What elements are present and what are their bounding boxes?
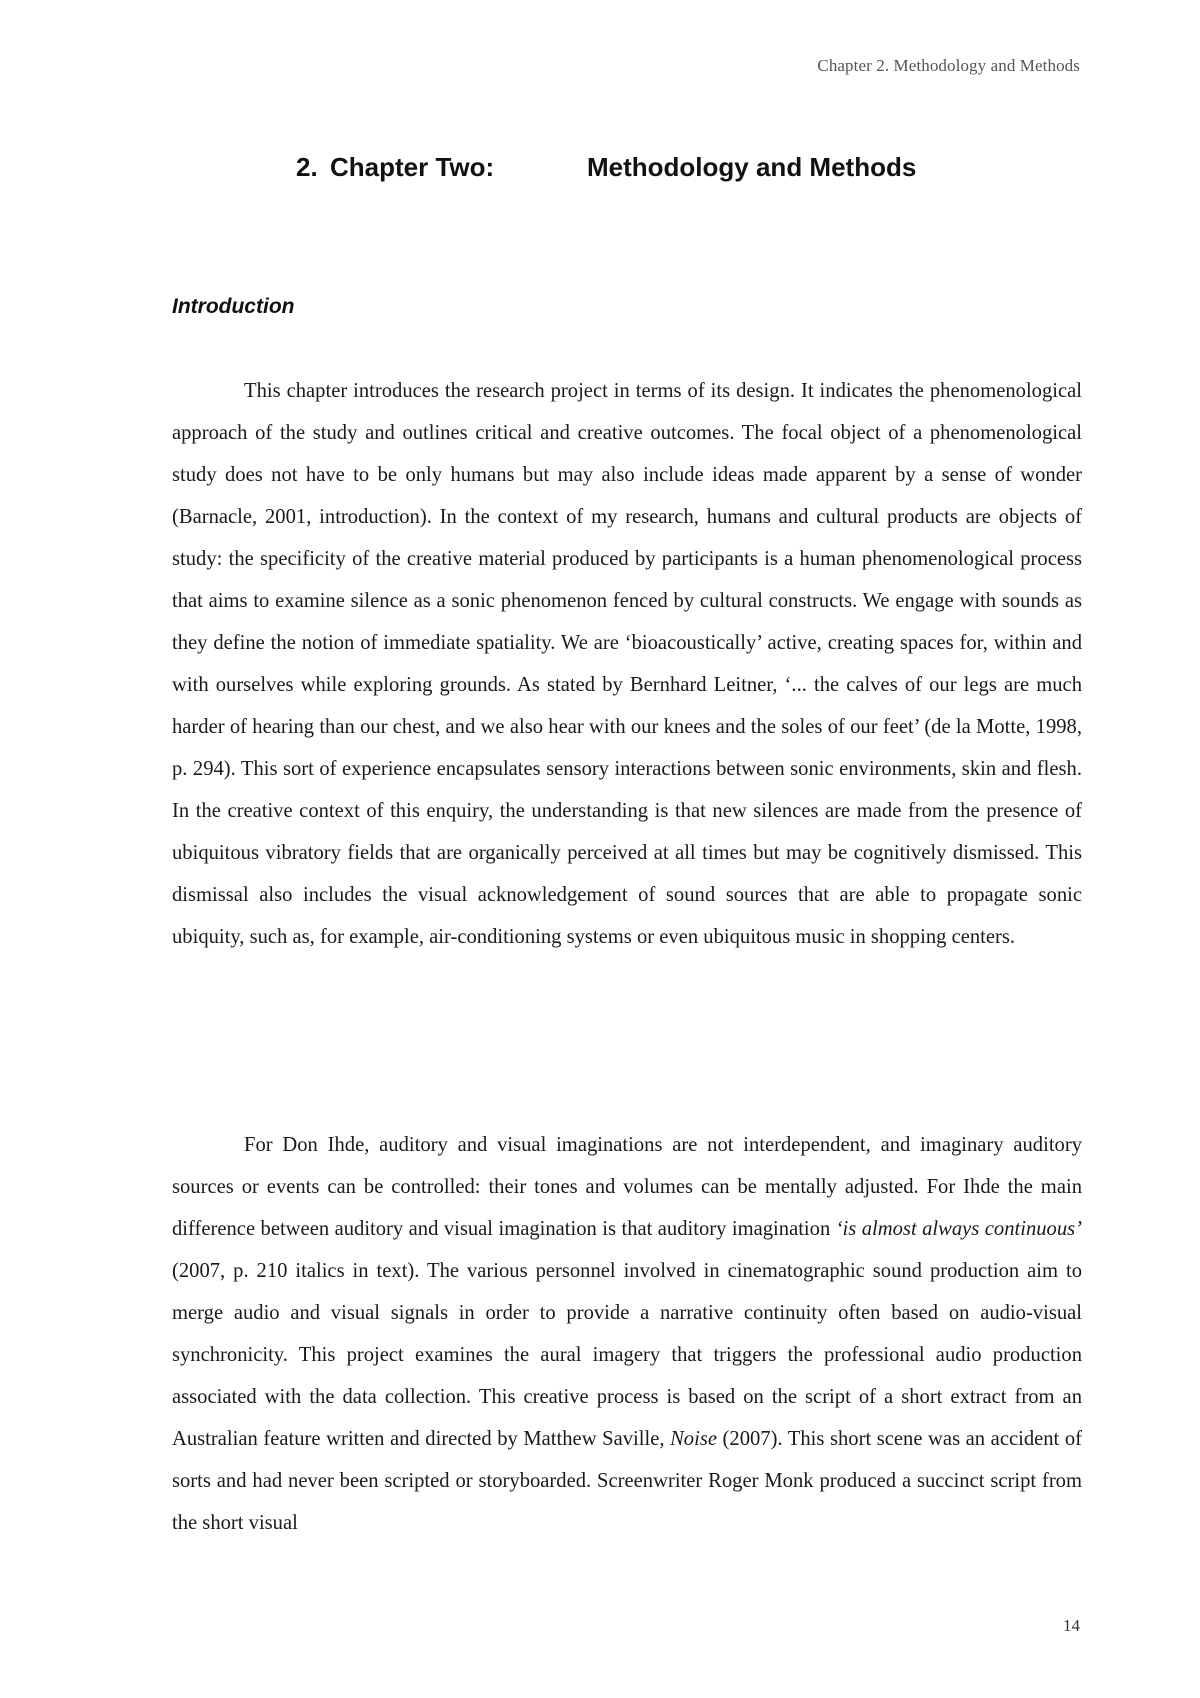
chapter-title-text: Methodology and Methods xyxy=(587,152,917,182)
chapter-label: Chapter Two: xyxy=(330,152,495,182)
chapter-title xyxy=(296,152,996,183)
body-paragraph-1 xyxy=(172,370,1082,958)
paragraph-text-part: (2007, p. 210 italics in text). The various personnel involved in cinematographic sound production aim to merge audio and visual signals in order to provide a narrative continuity often based on audio-visual synchronicity. This project examines the aural imagery that triggers the professional audio production associated with the data collection. This creative process is based on the script of a short extract from an Australian feature written and directed by Matthew Saville, xyxy=(172,1260,1082,1450)
film-title-noise: Noise xyxy=(670,1428,717,1450)
ihde-quote: ‘is almost always continuous’ xyxy=(835,1218,1082,1240)
paragraph-text xyxy=(172,1124,1082,1544)
paragraph-text-part: (2007). This short scene was an accident of sorts and had never been scripted or storyboarded. Screenwriter Roger Monk produced a succinct script from the short visual xyxy=(172,1428,1083,1534)
running-header: Chapter 2. Methodology and Methods xyxy=(817,56,1080,75)
paragraph-text: This chapter introduces the research project in terms of its design. It indicates the phenomenological approach of the study and outlines critical and creative outcomes. The focal object of a phenomenological study does not have to be only humans but may also include ideas made apparent by a sense of wonder (Barnacle, 2001, introduction). In the context of my research, humans and cultural products are objects of study: the specificity of the creative material produced by participants is a human phenomenological process that aims to examine silence as a sonic phenomenon fenced by cultural constructs. We engage with sounds as they define the notion of immediate spatiality. We are ‘bioacoustically’ active, creating spaces for, within and with ourselves while exploring grounds. As stated by Bernhard Leitner, ‘... the calves of our legs are much harder of hearing than our chest, and we also hear with our knees and the soles of our feet’ (de la Motte, 1998, p. 294). This sort of experience encapsulates sensory interactions between sonic environments, skin and flesh. In the creative context of this enquiry, the understanding is that new silences are made from the presence of ubiquitous vibratory fields that are organically perceived at all times but may be cognitively dismissed. This dismissal also includes the visual acknowledgement of sound sources that are able to propagate sonic ubiquity, such as, for example, air-conditioning systems or even ubiquitous music in shopping centers. xyxy=(172,380,1082,948)
paragraph-text-part: For Don Ihde, auditory and visual imaginations are not interdependent, and imaginary auditory sources or events can be controlled: their tones and volumes can be mentally adjusted. For Ihde the main difference between auditory and visual imagination is that auditory imagination xyxy=(172,1134,1082,1240)
chapter-number: 2. xyxy=(296,152,318,182)
body-paragraph-2 xyxy=(172,1124,1082,1544)
section-heading-introduction: Introduction xyxy=(172,295,295,318)
page-number: 14 xyxy=(1063,1616,1080,1635)
